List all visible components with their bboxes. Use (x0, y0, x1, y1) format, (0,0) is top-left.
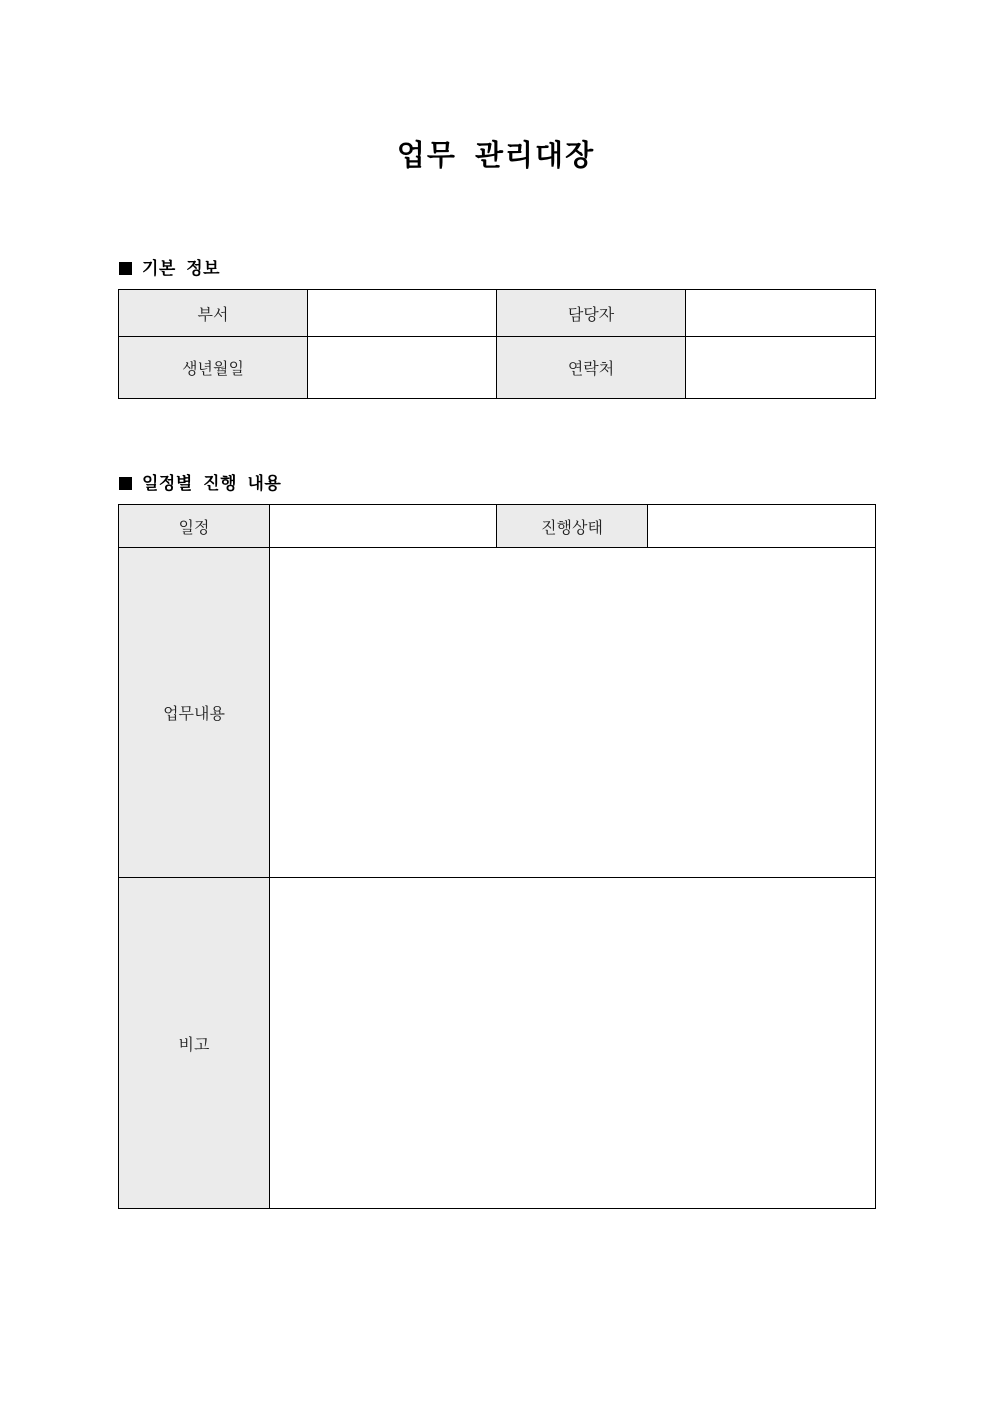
table-row (119, 548, 876, 878)
section-heading-schedule (119, 469, 281, 494)
schedule-table (118, 504, 876, 1209)
department-label: 부서 (119, 290, 308, 337)
table-row (119, 878, 876, 1209)
square-bullet-icon (119, 262, 132, 275)
table-row (119, 290, 876, 337)
department-field[interactable] (308, 290, 497, 337)
status-label: 진행상태 (497, 505, 648, 548)
birthdate-label: 생년월일 (119, 337, 308, 399)
section-heading-basic-info (119, 254, 220, 279)
work-content-label: 업무내용 (119, 548, 270, 878)
work-content-field[interactable] (270, 548, 876, 878)
contact-label: 연락처 (497, 337, 686, 399)
status-field[interactable] (648, 505, 876, 548)
schedule-label: 일정 (119, 505, 270, 548)
table-row (119, 505, 876, 548)
schedule-field[interactable] (270, 505, 497, 548)
page-title: 업무 관리대장 (396, 138, 596, 172)
remarks-field[interactable] (270, 878, 876, 1209)
remarks-label: 비고 (119, 878, 270, 1209)
contact-field[interactable] (686, 337, 876, 399)
birthdate-field[interactable] (308, 337, 497, 399)
table-row (119, 337, 876, 399)
manager-label: 담당자 (497, 290, 686, 337)
section-heading-label: 일정별 진행 내용 (142, 474, 282, 494)
section-heading-label: 기본 정보 (142, 259, 221, 279)
square-bullet-icon (119, 477, 132, 490)
manager-field[interactable] (686, 290, 876, 337)
basic-info-table (118, 289, 876, 399)
